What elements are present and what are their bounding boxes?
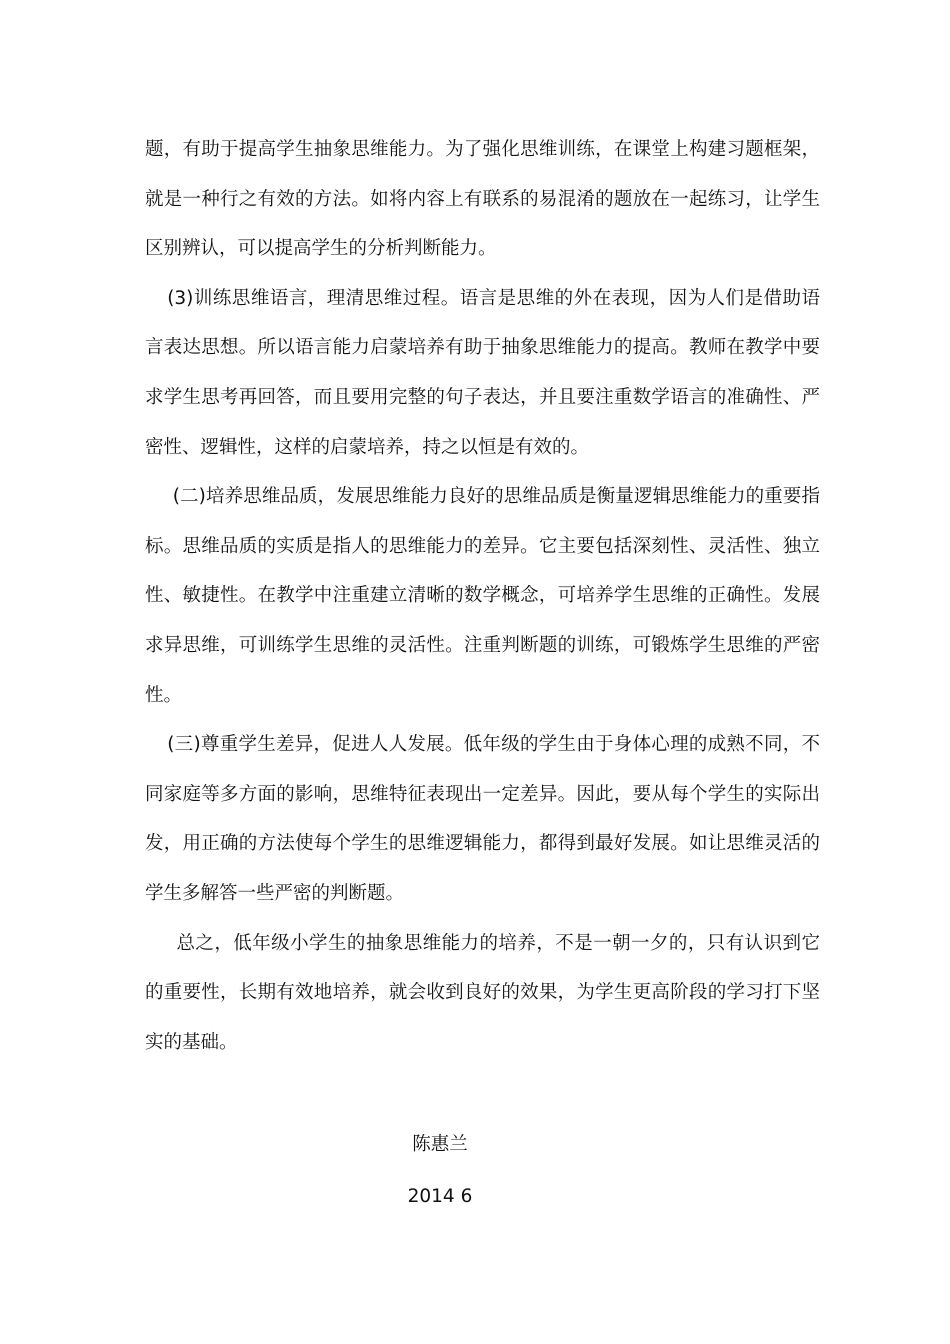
document-date: 2014 6 xyxy=(407,1186,473,1207)
paragraph-thinking-language: (3)训练思维语言，理清思维过程。语言是思维的外在表现，因为人们是借助语言表达思想。所以语言能力启蒙培养有助于抽象思维能力的提高。教师在教学中要求学生思考再回答，而且要用完整的句子表达，并且要注重数学语言的准确性、严密性、逻辑性，这样的启蒙培养，持之以恒是有效的。 xyxy=(145,287,820,458)
document-body xyxy=(145,125,820,1067)
paragraph-continuation: 题，有助于提高学生抽象思维能力。为了强化思维训练，在课堂上构建习题框架，就是一种行之有效的方法。如将内容上有联系的易混淆的题放在一起练习，让学生区别辨认，可以提高学生的分析判断能力。 xyxy=(145,139,820,260)
paragraph-student-differences: (三)尊重学生差异，促进人人发展。低年级的学生由于身体心理的成熟不同，不同家庭等多方面的影响，思维特征表现出一定差异。因此，要从每个学生的实际出发，用正确的方法使每个学生的思维逻辑能力，都得到最好发展。如让思维灵活的学生多解答一些严密的判断题。 xyxy=(145,734,820,904)
paragraph-conclusion: 总之，低年级小学生的抽象思维能力的培养，不是一朝一夕的，只有认识到它的重要性，长期有效地培养，就会收到良好的效果，为学生更高阶段的学习打下坚实的基础。 xyxy=(145,932,820,1053)
paragraph-thinking-quality: (二)培养思维品质，发展思维能力良好的思维品质是衡量逻辑思维能力的重要指标。思维品质的实质是指人的思维能力的差异。它主要包括深刻性、灵活性、独立性、敏捷性。在教学中注重建立清晰的数学概念，可培养学生思维的正确性。发展求异思维，可训练学生思维的灵活性。注重判断题的训练，可锻炼学生思维的严密性。 xyxy=(145,486,820,706)
author-name: 陈惠兰 xyxy=(412,1134,468,1155)
